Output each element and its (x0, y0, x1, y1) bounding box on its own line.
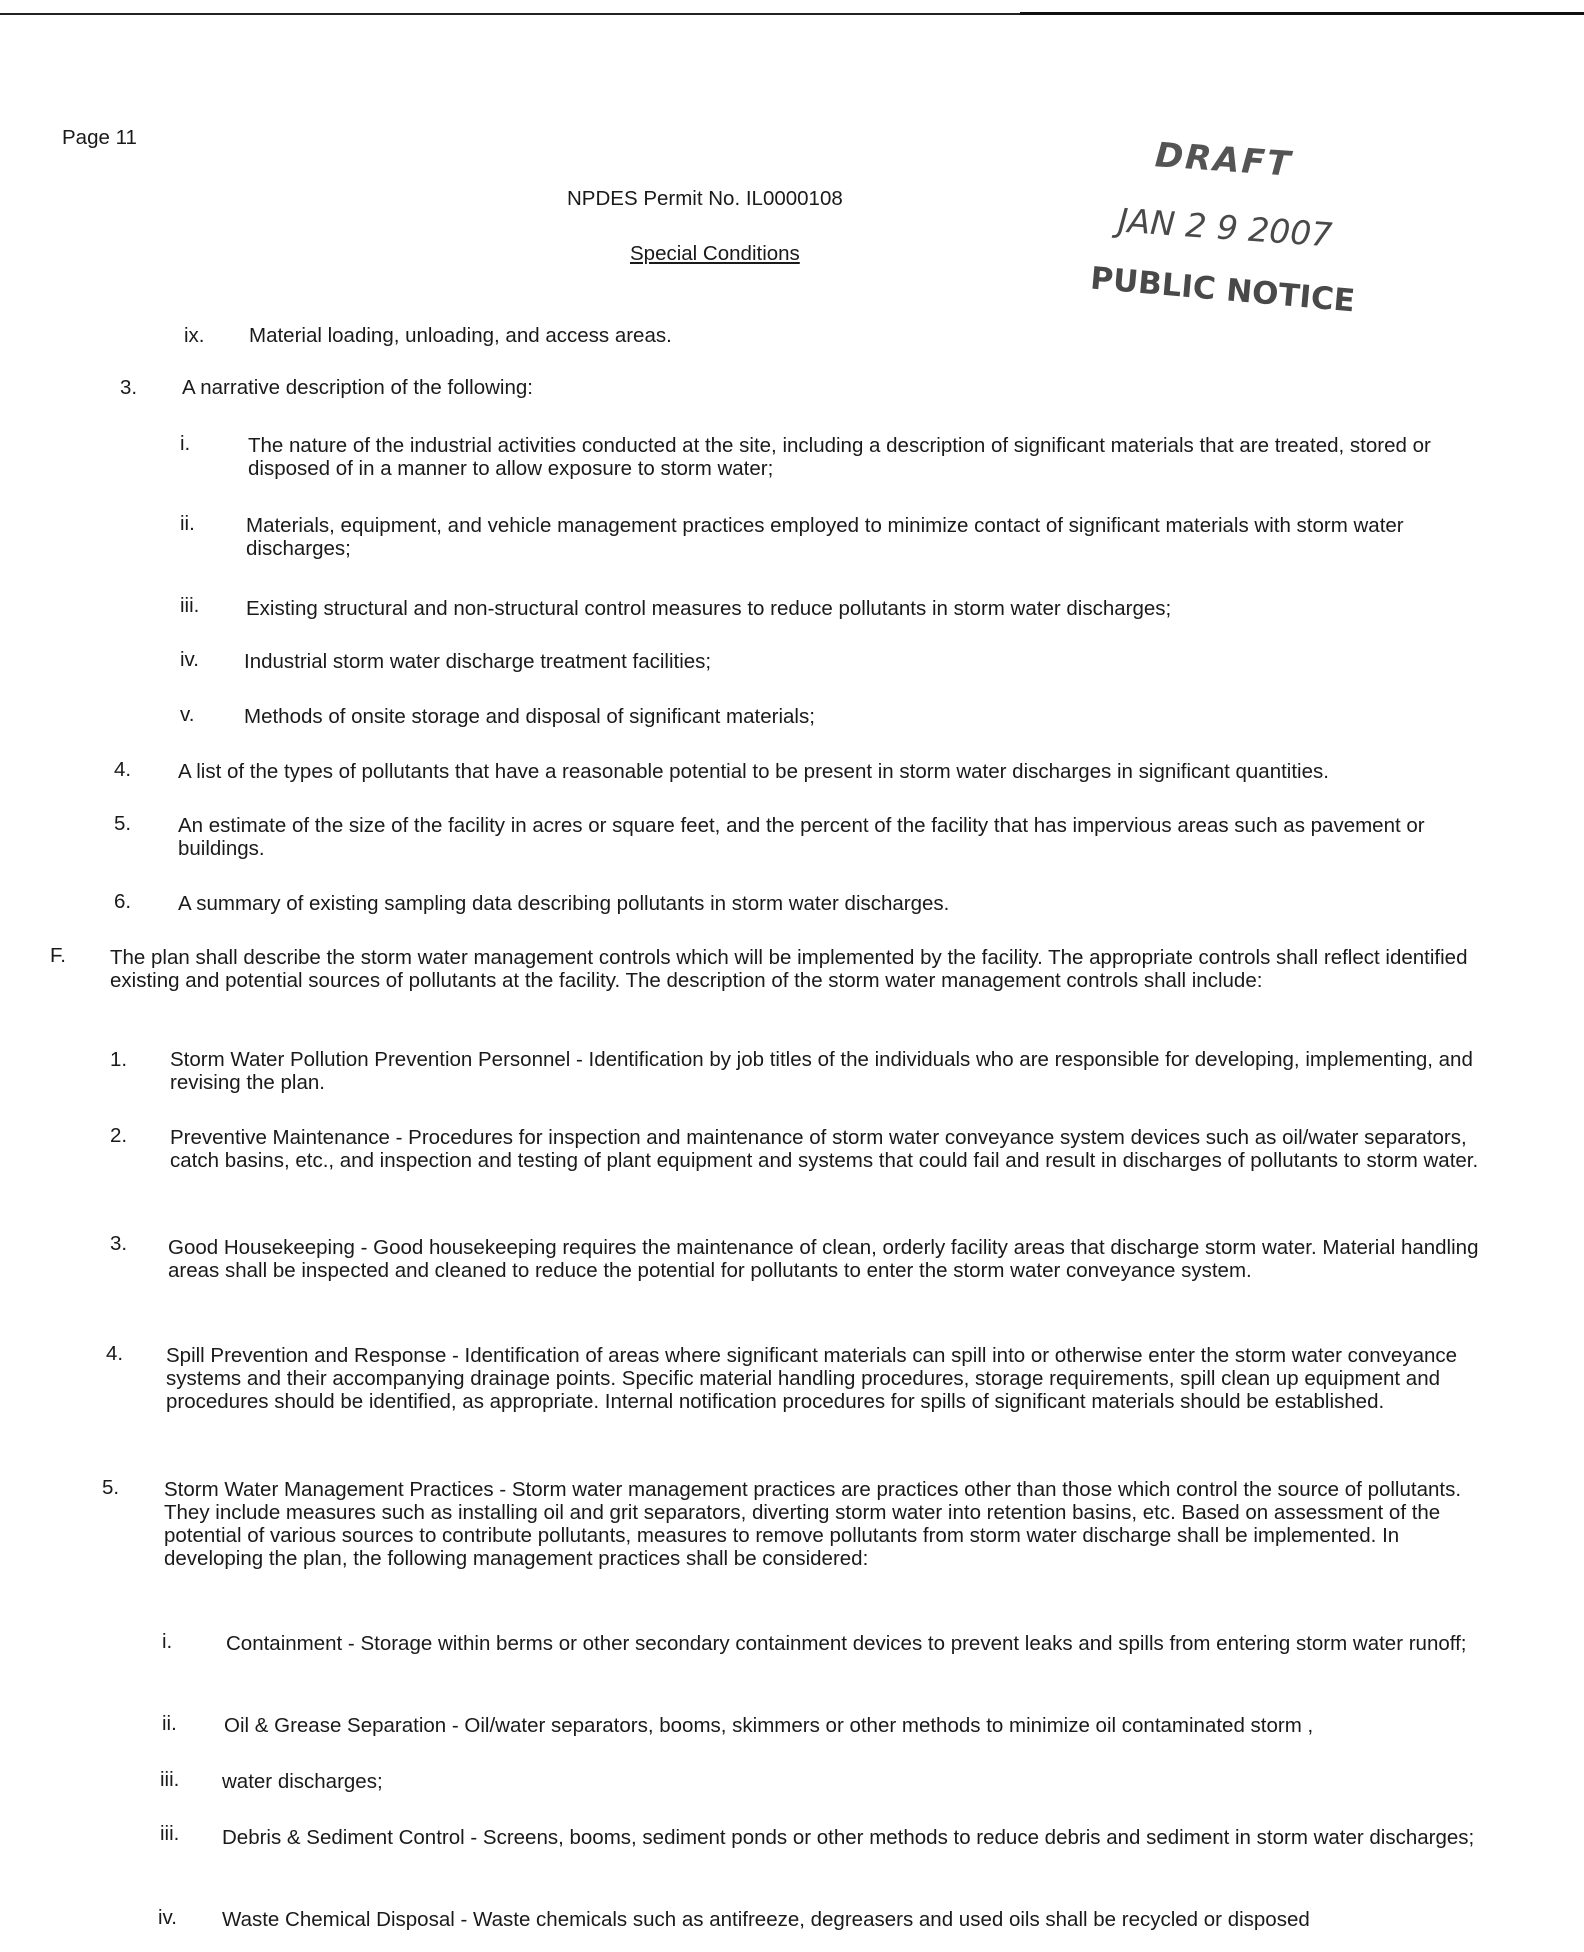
item-text: Preventive Maintenance - Procedures for inspection and maintenance of storm water conveyance system devices such as oil/water separators, catch basins, etc., and inspection and testing of plant equipment and systems that could fail and result in discharges of pollutants to storm water. (170, 1126, 1479, 1172)
item-number: v. (180, 703, 195, 726)
item-number: 6. (114, 890, 132, 913)
item-number: ii. (162, 1712, 177, 1735)
top-rule-right (1020, 12, 1584, 15)
page-label: Page 11 (62, 126, 137, 149)
item-text: Materials, equipment, and vehicle management practices employed to minimize contact of significant materials with storm water discharges; (246, 514, 1404, 560)
item-number: i. (162, 1630, 173, 1653)
item-text: Debris & Sediment Control - Screens, booms, sediment ponds or other methods to reduce debris and sediment in storm water discharges; (222, 1826, 1475, 1849)
item-text: Storm Water Pollution Prevention Personnel - Identification by job titles of the individuals who are responsible for developing, implementing, and revising the plan. (170, 1048, 1473, 1094)
item-text: Material loading, unloading, and access areas. (249, 324, 672, 347)
stamp-public-notice: PUBLIC NOTICE (1088, 260, 1357, 320)
section-title: Special Conditions (630, 242, 800, 265)
item-text: Existing structural and non-structural control measures to reduce pollutants in storm water discharges; (246, 597, 1172, 620)
item-number: ii. (180, 512, 195, 535)
item-text: Oil & Grease Separation - Oil/water separators, booms, skimmers or other methods to minimize oil contaminated storm , (224, 1714, 1314, 1737)
item-text: Containment - Storage within berms or other secondary containment devices to prevent leaks and spills from entering storm water runoff; (226, 1632, 1467, 1655)
item-number: 5. (114, 812, 132, 835)
item-text: A narrative description of the following: (182, 376, 533, 399)
item-number: iii. (180, 594, 200, 617)
item-number: ix. (184, 324, 205, 347)
item-text: Spill Prevention and Response - Identification of areas where significant materials can spill into or otherwise enter the storm water conveyance systems and their accompanying drainage points. Specific material handling procedures, storage requirements, spill clean up equipment and procedures should be identified, as appropriate. Internal notification procedures for spills of significant materials should be established. (166, 1344, 1458, 1413)
item-number: 1. (110, 1048, 128, 1071)
top-rule (0, 13, 1020, 15)
section-letter: F. (50, 944, 66, 967)
item-text: Waste Chemical Disposal - Waste chemicals such as antifreeze, degreasers and used oils shall be recycled or disposed (222, 1908, 1310, 1931)
item-text: A summary of existing sampling data describing pollutants in storm water discharges. (178, 892, 950, 915)
item-text: Storm Water Management Practices - Storm water management practices are practices other than those which control the source of pollutants. They include measures such as installing oil and grit separators, diverting storm water into retention basins, etc. Based on assessment of the potential of various sources to contribute pollutants, measures to remove pollutants from storm water discharge shall be implemented. In developing the plan, the following management practices shall be considered: (164, 1478, 1462, 1570)
item-number: 5. (102, 1476, 120, 1499)
stamp-date: JAN 2 9 2007 (1116, 200, 1334, 255)
item-text: Good Housekeeping - Good housekeeping requires the maintenance of clean, orderly facility areas that discharge storm water. Material handling areas shall be inspected and cleaned to reduce the potential for pollutants to enter the storm water conveyance system. (168, 1236, 1479, 1282)
item-number: iii. (160, 1822, 180, 1845)
item-number: 3. (110, 1232, 128, 1255)
stamp-draft: DRAFT (1153, 135, 1294, 185)
item-number: iv. (180, 648, 199, 671)
item-number: 2. (110, 1124, 128, 1147)
item-number: iv. (158, 1906, 177, 1929)
permit-number: NPDES Permit No. IL0000108 (567, 187, 843, 210)
section-text: The plan shall describe the storm water management controls which will be implemented by the facility. The appropriate controls shall reflect identified existing and potential sources of pollutants at the facility. The description of the storm water management controls shall include: (110, 946, 1468, 992)
item-number: i. (180, 432, 191, 455)
item-number: 4. (114, 758, 132, 781)
item-text: The nature of the industrial activities conducted at the site, including a description of significant materials that are treated, stored or disposed of in a manner to allow exposure to storm water; (248, 434, 1431, 480)
item-text: water discharges; (222, 1770, 383, 1793)
item-text: Methods of onsite storage and disposal of significant materials; (244, 705, 815, 728)
item-number: 4. (106, 1342, 124, 1365)
item-text: A list of the types of pollutants that have a reasonable potential to be present in storm water discharges in significant quantities. (178, 760, 1329, 783)
item-number: 3. (120, 376, 138, 399)
item-number: iii. (160, 1768, 180, 1791)
item-text: Industrial storm water discharge treatment facilities; (244, 650, 712, 673)
item-text: An estimate of the size of the facility in acres or square feet, and the percent of the facility that has impervious areas such as pavement or buildings. (178, 814, 1425, 860)
